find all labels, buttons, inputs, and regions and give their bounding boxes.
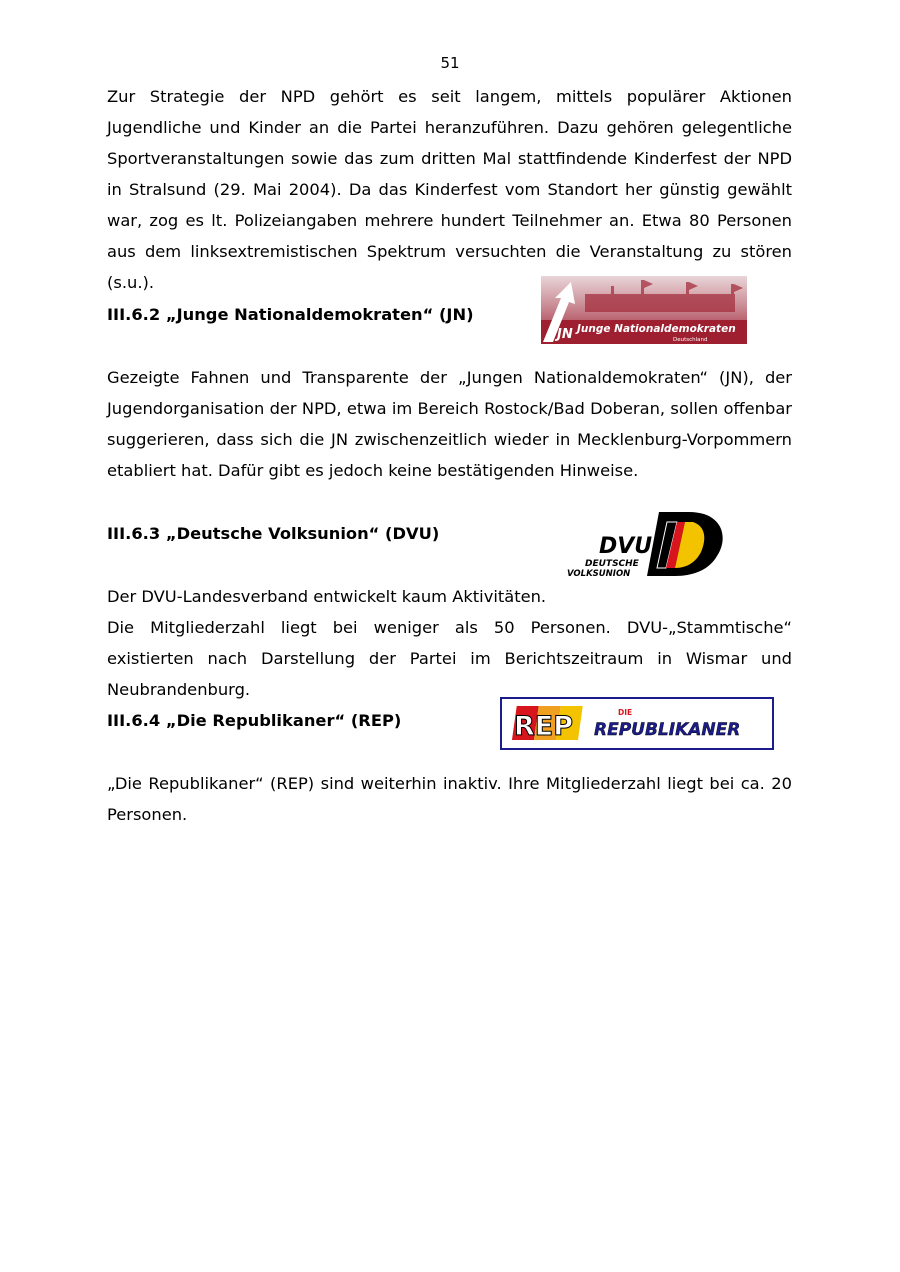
dvu-logo-abbr: DVU xyxy=(599,534,653,559)
rep-logo-die: DIE xyxy=(618,708,633,717)
intro-paragraph: Zur Strategie der NPD gehört es seit langem, mittels populärer Aktionen Jugendliche und Kinder an die Partei heranzuführen. Dazu gehören gelegentliche Sportveranstaltungen sowie das zum dritten Mal stattfindende Kinderfest der NPD in Stralsund (29. Mai 2004). Da das Kinderfest vom Standort her günstig gewählt war, zog es lt. Polizeiangaben mehrere hundert Teilnehmer an. Etwa 80 Personen aus dem linksextremistischen Spektrum versuchten die Veranstaltung zu stören (s.u.). xyxy=(107,87,792,292)
jn-logo xyxy=(541,276,747,344)
dvu-logo-line1: DEUTSCHE xyxy=(585,559,639,569)
jn-logo-subtext: Deutschland xyxy=(673,337,708,343)
dvu-line1: Der DVU-Landesverband entwickelt kaum Aktivitäten. xyxy=(107,587,547,606)
page-number: 51 xyxy=(440,54,460,72)
jn-logo-text: Junge Nationaldemokraten xyxy=(577,323,736,335)
rep-paragraph: „Die Republikaner“ (REP) sind weiterhin inaktiv. Ihre Mitgliederzahl liegt bei ca. 20 Personen. xyxy=(107,774,792,824)
heading-dvu: III.6.3 „Deutsche Volksunion“ (DVU) xyxy=(107,524,440,543)
heading-rep: III.6.4 „Die Republikaner“ (REP) xyxy=(107,711,402,730)
jn-logo-initials: JN xyxy=(557,327,573,342)
dvu-logo-line2: VOLKSUNION xyxy=(567,569,631,579)
rep-logo xyxy=(500,697,774,750)
rep-logo-name: REPUBLIKANER xyxy=(594,720,741,740)
rep-logo-abbr: REP xyxy=(514,711,574,742)
jn-paragraph: Gezeigte Fahnen und Transparente der „Jungen Nationaldemokraten“ (JN), der Jugendorganisation der NPD, etwa im Bereich Rostock/Bad Doberan, sollen offenbar suggerieren, dass sich die JN zwischenzeitlich wieder in Mecklenburg-Vorpommern etabliert hat. Dafür gibt es jedoch keine bestätigenden Hinweise. xyxy=(107,368,792,480)
dvu-logo xyxy=(563,508,725,580)
dvu-paragraph: Die Mitgliederzahl liegt bei weniger als 50 Personen. DVU-„Stammtische“ existierten nach Darstellung der Partei im Berichtszeitraum in Wismar und Neubrandenburg. xyxy=(107,618,792,699)
heading-jn: III.6.2 „Junge Nationaldemokraten“ (JN) xyxy=(107,305,474,324)
